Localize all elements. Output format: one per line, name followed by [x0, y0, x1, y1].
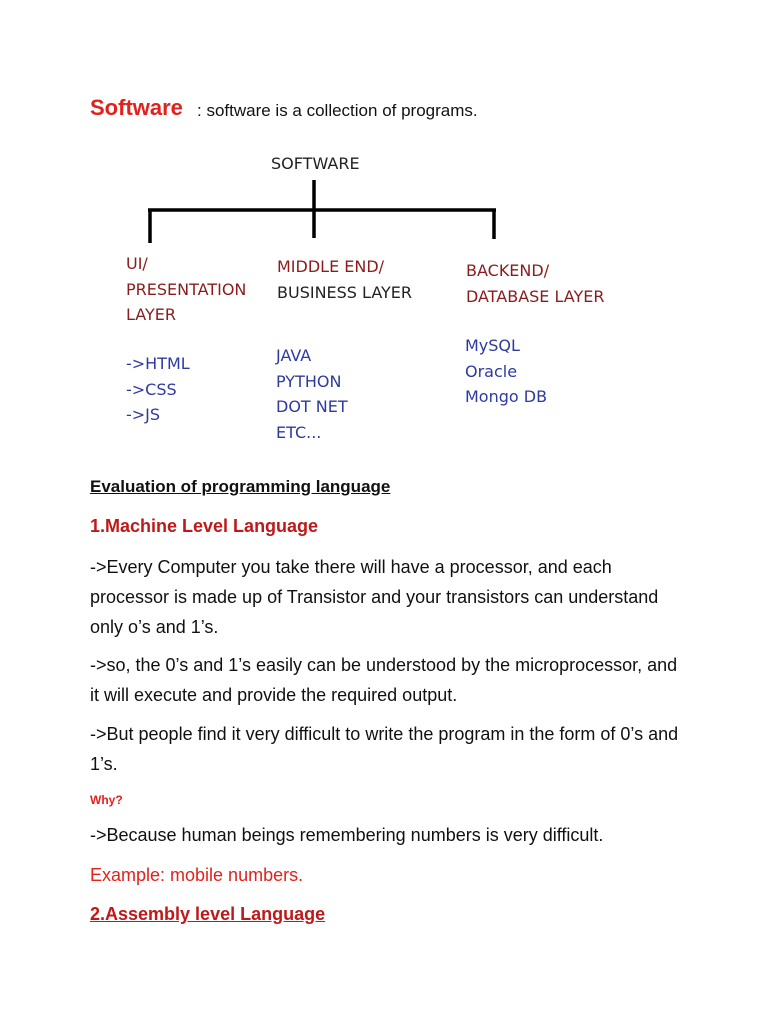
layer-item: MySQL — [465, 336, 520, 355]
layer-title-line: BACKEND/ — [466, 261, 550, 280]
layer-item: DOT NET — [276, 397, 348, 416]
layer-title-line: UI/ — [126, 254, 148, 273]
layer-title-line: PRESENTATION — [126, 279, 247, 299]
why-label: Why? — [90, 793, 123, 807]
example-text: Example: mobile numbers. — [90, 865, 304, 885]
layer-title-middle — [277, 254, 412, 305]
layer-item: ETC... — [276, 422, 322, 442]
layer-title-line: MIDDLE END/ — [277, 257, 385, 276]
layer-item: Mongo DB — [465, 387, 548, 406]
paragraph-processor: ->Every Computer you take there will have a processor, and each processor is made up of Transistor and your transistors can understand only o’s and 1’s. — [90, 557, 659, 637]
section-title: Evaluation of programming language — [90, 477, 391, 496]
layer-title-backend — [466, 258, 604, 309]
layer-items-middle — [276, 343, 348, 445]
paragraph-because: ->Because human beings remembering numbers is very difficult. — [90, 825, 604, 845]
diagram-connectors — [0, 0, 768, 260]
layer-title-ui — [126, 251, 246, 328]
machine-level-heading: 1.Machine Level Language — [90, 516, 319, 536]
layer-item: ->JS — [126, 405, 161, 424]
layer-item: PYTHON — [276, 371, 342, 391]
diagram-root-label: SOFTWARE — [271, 154, 360, 173]
assembly-level-heading: 2.Assembly level Language — [90, 904, 326, 924]
layer-items-ui — [126, 351, 190, 428]
layer-item: ->HTML — [126, 354, 190, 373]
layer-item: Oracle — [465, 361, 518, 381]
layer-item: JAVA — [276, 346, 312, 365]
layer-items-backend — [465, 333, 547, 410]
layer-title-line: BUSINESS LAYER — [277, 282, 413, 302]
term-definition: : software is a collection of programs. — [197, 101, 478, 120]
layer-title-line: LAYER — [126, 305, 176, 324]
paragraph-difficulty: ->But people find it very difficult to write the program in the form of 0’s and 1’s. — [90, 724, 679, 774]
layer-title-line: DATABASE LAYER — [466, 286, 605, 306]
paragraph-microprocessor: ->so, the 0’s and 1’s easily can be understood by the microprocessor, and it will execute and provide the required output. — [90, 655, 678, 705]
layer-item: ->CSS — [126, 379, 177, 399]
term-heading: Software — [90, 95, 183, 120]
